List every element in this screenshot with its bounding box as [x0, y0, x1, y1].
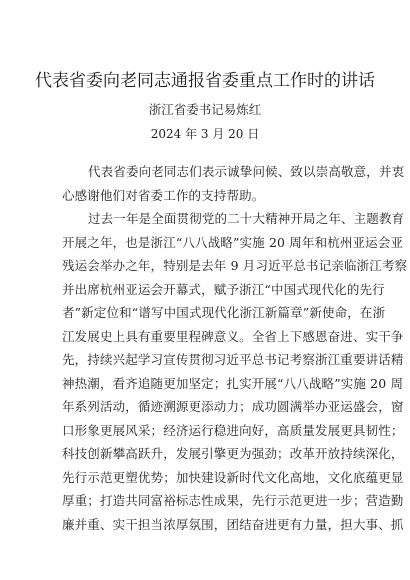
body-line: 开展之年，也是浙江“八八战略”实施 20 周年和杭州亚运会亚 — [62, 234, 404, 250]
document-body — [62, 160, 408, 570]
body-line: 心感谢他们对省委工作的支持帮助。 — [62, 187, 265, 203]
body-line: 口形象更展风采；经济运行稳进向好，高质量发展更具韧性； — [62, 422, 404, 438]
body-line: 者”新定位和“谱写中国式现代化浙江新篇章”新使命，在浙 — [62, 305, 386, 320]
body-line: 代表省委向老同志们表示诚挚问候、致以崇高敬意，并衷 — [88, 164, 405, 179]
body-line: 先，持续兴起学习宣传贯彻习近平总书记考察浙江重要讲话精 — [62, 352, 404, 367]
body-line: 过去一年是全面贯彻党的二十大精神开局之年、主题教育 — [88, 211, 405, 226]
document-title: 代表省委向老同志通报省委重点工作时的讲话 — [35, 71, 375, 91]
body-line: 厚重；打造共同富裕标志性成果，先行示范更进一步；营造勤 — [62, 493, 404, 508]
body-line: 神热潮，看齐追随更加坚定；扎实开展“八八战略”实施 20 周 — [62, 375, 404, 391]
body-line: 并出席杭州亚运会开幕式，赋予浙江“中国式现代化的先行 — [62, 281, 385, 297]
body-line: 先行示范更塑优势；加快建设新时代文化高地，文化底蕴更显 — [62, 469, 404, 485]
body-line: 残运会举办之年，特别是去年 9 月习近平总书记亲临浙江考察 — [62, 258, 408, 273]
body-line: 江发展史上具有重要里程碑意义。全省上下感恩奋进、实干争 — [62, 328, 404, 344]
document-date: 2024 年 3 月 20 日 — [150, 127, 260, 141]
body-line: 科技创新攀高跃升，发展引擎更为强劲；改革开放持续深化， — [62, 446, 404, 461]
body-line: 年系列活动，循迹溯源更添动力；成功圆满举办亚运盛会，窗 — [62, 399, 404, 414]
body-line: 廉并重、实干担当浓厚氛围，团结奋进更有力量，担大事、抓 — [62, 516, 404, 532]
document-author: 浙江省委书记易炼红 — [148, 102, 262, 117]
